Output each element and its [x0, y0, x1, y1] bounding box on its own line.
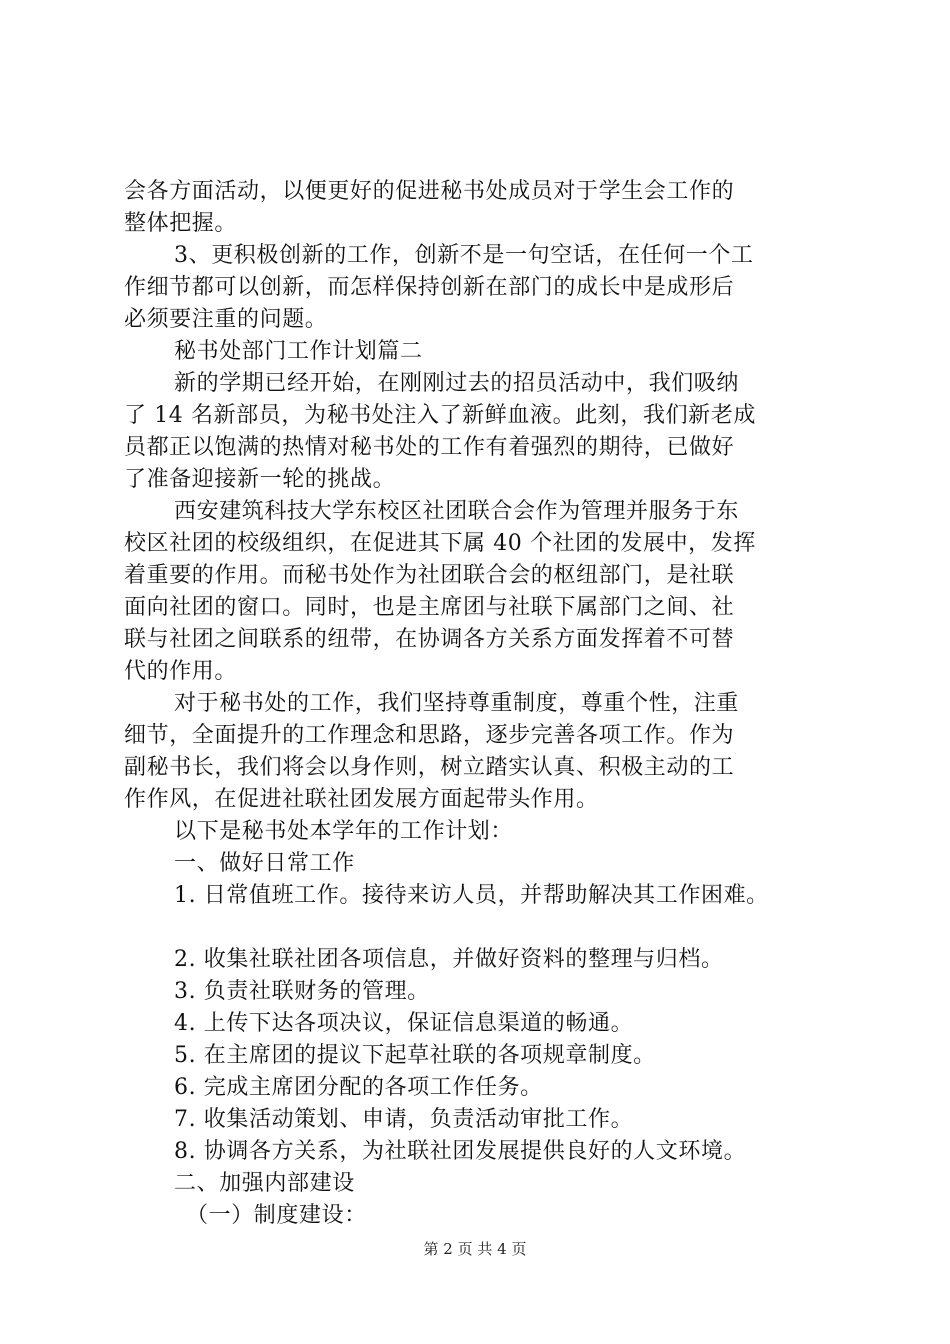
section-heading: 秘书处部门工作计划篇二: [174, 339, 423, 364]
list-item: 3. 负责社联财务的管理。: [174, 979, 430, 1004]
list-item: 8. 协调各方关系，为社联社团发展提供良好的人文环境。: [174, 1139, 747, 1164]
text-line: 整体把握。: [124, 211, 238, 236]
list-item: 2. 收集社联社团各项信息，并做好资料的整理与归档。: [174, 947, 724, 972]
text-line: 作细节都可以创新，而怎样保持创新在部门的成长中是成形后: [124, 275, 735, 300]
text-line: 对于秘书处的工作，我们坚持尊重制度，尊重个性，注重: [174, 691, 740, 716]
text-line: 员都正以饱满的热情对秘书处的工作有着强烈的期待，已做好: [124, 435, 735, 460]
text-line: 了准备迎接新一轮的挑战。: [124, 467, 396, 492]
text-line: 作作风，在促进社联社团发展方面起带头作用。: [124, 787, 599, 812]
list-item: 7. 收集活动策划、申请，负责活动审批工作。: [174, 1107, 634, 1132]
text-line: 会各方面活动，以便更好的促进秘书处成员对于学生会工作的: [124, 179, 735, 204]
section-heading: 一、做好日常工作: [174, 851, 355, 876]
text-line: 3、更积极创新的工作，创新不是一句空话，在任何一个工: [174, 243, 754, 268]
text-line: 联与社团之间联系的纽带，在协调各方关系方面发挥着不可替: [124, 627, 735, 652]
list-item: 4. 上传下达各项决议，保证信息渠道的畅通。: [174, 1011, 634, 1036]
blank-line: [124, 912, 844, 944]
text-line: 面向社团的窗口。同时，也是主席团与社联下属部门之间、社: [124, 595, 735, 620]
list-item: 5. 在主席团的提议下起草社联的各项规章制度。: [174, 1043, 656, 1068]
page-footer: 第 2 页 共 4 页: [423, 1240, 527, 1258]
text-line: 着重要的作用。而秘书处作为社团联合会的枢纽部门，是社联: [124, 563, 735, 588]
document-body: [124, 176, 844, 1232]
section-heading: 二、加强内部建设: [174, 1171, 355, 1196]
text-line: 副秘书长，我们将会以身作则，树立踏实认真、积极主动的工: [124, 755, 735, 780]
list-item: 1. 日常值班工作。接待来访人员，并帮助解决其工作困难。: [174, 883, 769, 908]
text-line: 校区社团的校级组织，在促进其下属 40 个社团的发展中，发挥: [124, 531, 756, 556]
text-line: 必须要注重的问题。: [124, 307, 328, 332]
text-line: 了 14 名新部员，为秘书处注入了新鲜血液。此刻，我们新老成: [124, 403, 756, 428]
text-line: 代的作用。: [124, 659, 238, 684]
text-line: 新的学期已经开始，在刚刚过去的招员活动中，我们吸纳: [174, 371, 740, 396]
text-line: 西安建筑科技大学东校区社团联合会作为管理并服务于东: [174, 499, 740, 524]
list-item: 6. 完成主席团分配的各项工作任务。: [174, 1075, 543, 1100]
subsection-heading: （一）制度建设：: [186, 1203, 367, 1228]
text-line: 细节，全面提升的工作理念和思路，逐步完善各项工作。作为: [124, 723, 735, 748]
text-line: 以下是秘书处本学年的工作计划：: [174, 819, 514, 844]
